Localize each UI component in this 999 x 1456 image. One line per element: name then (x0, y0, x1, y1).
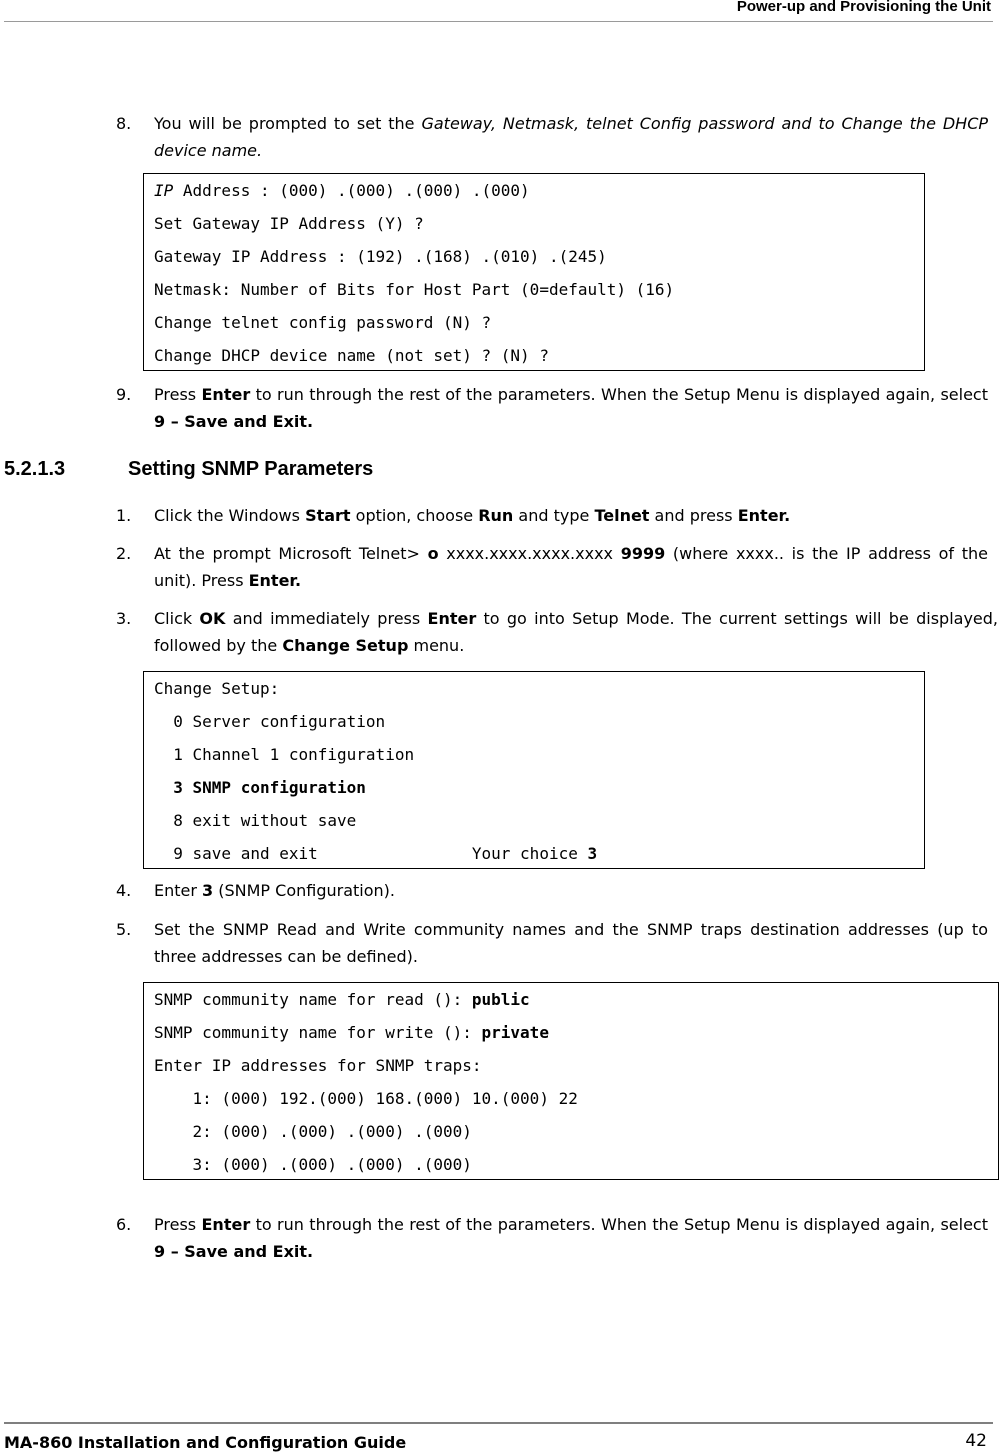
step-text-part: xxxx.xxxx.xxxx.xxxx (438, 544, 621, 563)
code-text: 9 save and exit Your choice (154, 844, 588, 863)
code-text-bold: 3 (587, 844, 598, 863)
step-text-bold: Enter. (737, 506, 791, 525)
step-text-bold: Enter. (248, 571, 302, 590)
section-heading (4, 458, 373, 481)
step-text-part: (where xxxx.. is the IP address of the unit). Press (154, 544, 988, 590)
step-text-bold: Telnet (594, 506, 650, 525)
step-text-part: and press (649, 506, 738, 525)
step-text-part: Enter (154, 881, 203, 900)
snmp-step-5 (116, 916, 988, 970)
code-line: 2: (000) .(000) .(000) .(000) (154, 1122, 472, 1141)
code-line (154, 174, 924, 207)
step-text-part: Click (154, 609, 200, 628)
step-number: 6. (116, 1215, 132, 1234)
step-text-bold: 3 (202, 881, 214, 900)
step-number: 1. (116, 506, 132, 525)
code-block-change-setup (143, 671, 925, 869)
code-line: Set Gateway IP Address (Y) ? (154, 214, 424, 233)
code-line: 1: (000) 192.(000) 168.(000) 10.(000) 22 (154, 1089, 578, 1108)
snmp-step-3 (116, 605, 998, 659)
footer-divider (4, 1422, 993, 1424)
step-text-bold: Start (305, 506, 351, 525)
code-text: Address : (000) .(000) .(000) .(000) (173, 181, 530, 200)
step-9 (116, 381, 988, 435)
code-line: Change DHCP device name (not set) ? (N) ? (154, 346, 549, 365)
code-text-italic: IP (154, 181, 174, 200)
step-text-part: (SNMP Configuration). (213, 881, 395, 900)
step-number: 3. (116, 609, 132, 628)
step-text-bold: OK (199, 609, 226, 628)
code-line: Change Setup: (154, 679, 280, 698)
section-title: Setting SNMP Parameters (128, 458, 374, 480)
step-text-bold: Enter (201, 1215, 251, 1234)
code-line (154, 983, 998, 1016)
step-text-part: to run through the rest of the parameters. When the Setup Menu is displayed again, select (250, 1215, 988, 1234)
step-number: 4. (116, 881, 132, 900)
step-text (154, 110, 988, 164)
step-number: 2. (116, 544, 132, 563)
step-text-bold: Enter (201, 385, 251, 404)
step-text-part: to go into Setup Mode. The current settings will be displayed, followed by the (154, 609, 998, 655)
step-text (154, 605, 998, 659)
code-line: 3: (000) .(000) .(000) .(000) (154, 1155, 472, 1174)
header-divider (4, 21, 993, 22)
code-line: 0 Server configuration (154, 712, 386, 731)
code-block-network (143, 173, 925, 371)
step-text-bold: Enter (427, 609, 477, 628)
code-text-bold: private (481, 1023, 549, 1042)
step-text-bold: 9 – Save and Exit. (154, 1242, 314, 1261)
page-number: 42 (965, 1431, 987, 1451)
step-text-part: You will be prompted to set the (154, 114, 422, 133)
snmp-step-2 (116, 540, 988, 594)
snmp-step-6 (116, 1211, 988, 1265)
step-number: 8. (116, 114, 132, 133)
code-line (154, 1016, 998, 1049)
code-line: Enter IP addresses for SNMP traps: (154, 1056, 482, 1075)
step-text-bold: Run (478, 506, 514, 525)
step-text-part: and immediately press (225, 609, 428, 628)
code-text-bold: public (471, 990, 530, 1009)
step-number: 5. (116, 920, 132, 939)
step-text-part: to run through the rest of the parameters. When the Setup Menu is displayed again, select (250, 385, 988, 404)
step-text (154, 381, 988, 435)
code-line: Netmask: Number of Bits for Host Part (0=default) (16) (154, 280, 675, 299)
step-text-bold: 9 – Save and Exit. (154, 412, 314, 431)
step-text-part: option, choose (350, 506, 479, 525)
step-text (154, 502, 988, 529)
code-line (154, 837, 924, 870)
code-line-bold: 3 SNMP configuration (154, 778, 366, 797)
step-text-italic: Gateway, Netmask, telnet Config password and to Change the DHCP device name. (154, 114, 989, 160)
footer-title: MA-860 Installation and Configuration Guide (4, 1433, 407, 1452)
step-number: 9. (116, 385, 132, 404)
step-text-part: At the prompt Microsoft Telnet> (154, 544, 428, 563)
section-number: 5.2.1.3 (4, 458, 66, 480)
code-text: SNMP community name for write (): (154, 1023, 482, 1042)
step-text-part: and type (513, 506, 595, 525)
step-text (154, 1211, 988, 1265)
step-text-part: Click the Windows (154, 506, 306, 525)
step-text (154, 540, 988, 594)
code-line: Change telnet config password (N) ? (154, 313, 492, 332)
code-line: 1 Channel 1 configuration (154, 745, 415, 764)
step-8 (116, 110, 988, 164)
page-header-title: Power-up and Provisioning the Unit (736, 0, 991, 15)
step-text-part: Press (154, 1215, 202, 1234)
step-text-bold: 9999 (620, 544, 666, 563)
step-text: Set the SNMP Read and Write community names and the SNMP traps destination addresses (up to three addresses can be defined). (154, 920, 988, 966)
snmp-step-1 (116, 502, 988, 529)
snmp-step-4 (116, 877, 988, 904)
step-text-bold: Change Setup (282, 636, 409, 655)
code-text: SNMP community name for read (): (154, 990, 472, 1009)
step-text (154, 877, 988, 904)
step-text-part: menu. (408, 636, 465, 655)
step-text-part: Press (154, 385, 202, 404)
code-block-snmp (143, 982, 999, 1180)
step-text-bold: o (427, 544, 439, 563)
code-line: 8 exit without save (154, 811, 357, 830)
code-line: Gateway IP Address : (192) .(168) .(010) .(245) (154, 247, 607, 266)
